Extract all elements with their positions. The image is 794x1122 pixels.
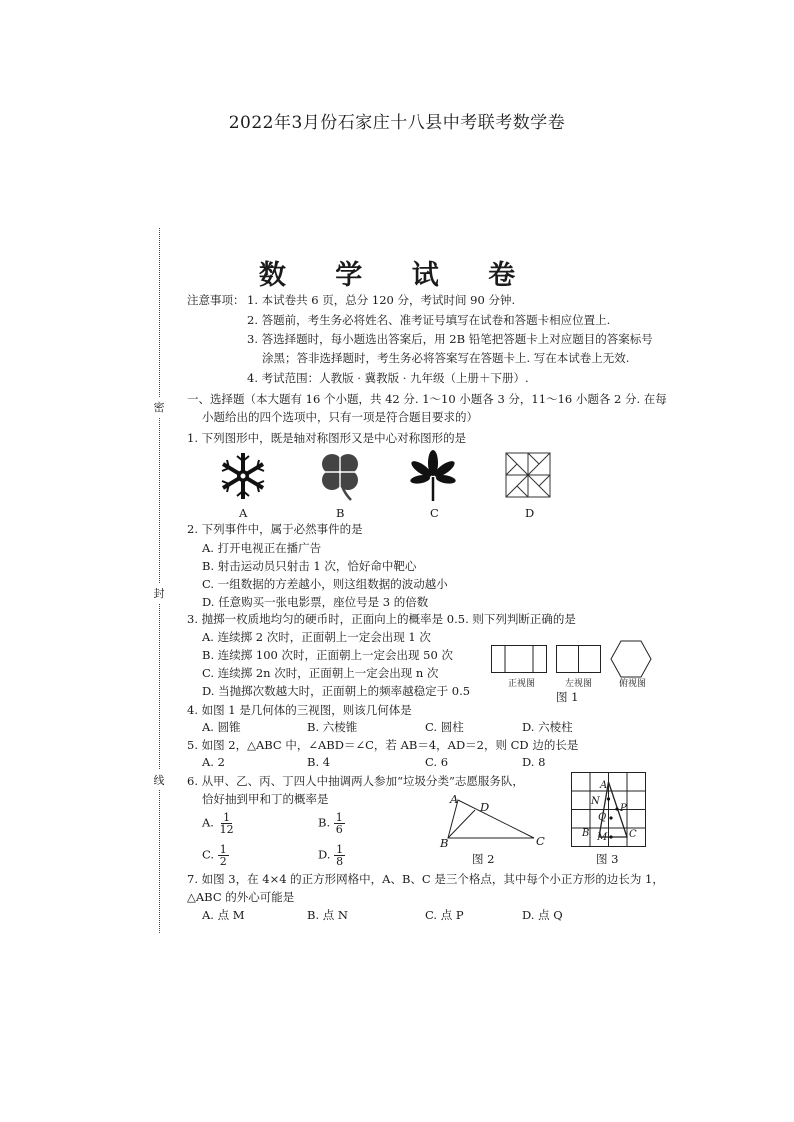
q3-option-d: D. 当抛掷次数越大时，正面朝上的频率越稳定于 0.5 — [202, 684, 471, 698]
q1-label-d: D — [525, 506, 535, 520]
q5-option-c: C. 6 — [425, 755, 449, 769]
option-letter: A. — [202, 815, 214, 830]
side-view-figure — [556, 645, 601, 673]
q7-option-d: D. 点 Q — [522, 908, 563, 922]
fraction-numerator: 1 — [336, 843, 344, 856]
q6-stem-cont: 恰好抽到甲和丁的概率是 — [202, 792, 329, 806]
top-view-hexagon — [610, 640, 652, 678]
q6-option-a — [202, 812, 236, 835]
seal-char-mi: 密 — [152, 397, 166, 417]
note-item: 2. 答题前，考生务必将姓名、准考证号填写在试卷和答题卡相应位置上. — [247, 313, 611, 327]
point-label-b: B — [440, 836, 449, 850]
q1-label-c: C — [430, 506, 439, 520]
point-label-c: C — [536, 834, 545, 848]
q5-stem: 5. 如图 2，△ABC 中，∠ABD＝∠C，若 AB＝4，AD＝2，则 CD 边的长是 — [187, 738, 579, 752]
fraction-numerator: 1 — [223, 811, 231, 824]
q4-option-d: D. 六棱柱 — [522, 720, 573, 734]
q6-option-b — [318, 812, 345, 835]
q4-option-a: A. 圆锥 — [202, 720, 241, 734]
figure-2-caption: 图 2 — [472, 852, 495, 866]
grid-point-a: A — [600, 780, 608, 791]
grid-point-p: P — [620, 803, 627, 814]
q1-label-a: A — [239, 506, 248, 520]
q5-option-b: B. 4 — [307, 755, 331, 769]
q4-option-b: B. 六棱锥 — [307, 720, 358, 734]
section-heading: 一、选择题（本大题有 16 个小题，共 42 分. 1～10 小题各 3 分，11～16 小题各 2 分. 在每 — [187, 392, 667, 406]
paper-title: 数 学 试 卷 — [258, 260, 536, 291]
q3-stem: 3. 抛掷一枚质地均匀的硬币时，正面向上的概率是 0.5. 则下列判断正确的是 — [187, 612, 576, 626]
point-label-d: D — [480, 800, 490, 814]
q4-stem: 4. 如图 1 是几何体的三视图，则该几何体是 — [187, 703, 412, 717]
grid-point-n: N — [591, 796, 600, 807]
option-letter: D. — [318, 847, 331, 862]
top-view-label: 俯视图 — [619, 679, 647, 689]
q4-option-c: C. 圆柱 — [425, 720, 464, 734]
point-label-a: A — [450, 792, 459, 806]
q3-option-a: A. 连续掷 2 次时，正面朝上一定会出现 1 次 — [202, 630, 431, 644]
snowflake-figure — [218, 451, 268, 501]
side-view-label: 左视图 — [565, 679, 593, 689]
seal-char-feng: 封 — [152, 583, 166, 603]
q1-stem: 1. 下列图形中，既是轴对称图形又是中心对称图形的是 — [187, 431, 467, 445]
q7-stem: 7. 如图 3，在 4×4 的正方形网格中，A、B、C 是三个格点，其中每个小正方形的边长为 1， — [187, 872, 664, 886]
fraction — [334, 812, 345, 835]
pinwheel-figure — [505, 452, 551, 498]
leaf-figure — [408, 449, 458, 503]
clover-figure — [315, 450, 365, 502]
q5-option-a: A. 2 — [202, 755, 225, 769]
q2-option-b: B. 射击运动员只射击 1 次，恰好命中靶心 — [202, 559, 417, 573]
q7-stem-cont: △ABC 的外心可能是 — [187, 890, 295, 904]
fraction — [218, 844, 229, 867]
q2-option-a: A. 打开电视正在播广告 — [202, 541, 322, 555]
q3-option-c: C. 连续掷 2n 次时，正面朝上一定会出现 n 次 — [202, 666, 439, 680]
q7-option-b: B. 点 N — [307, 908, 348, 922]
fraction-denominator: 12 — [219, 823, 234, 836]
grid-point-m: M — [597, 832, 608, 843]
q5-option-d: D. 8 — [522, 755, 546, 769]
triangle-figure — [448, 798, 538, 840]
grid-point-b: B — [582, 828, 590, 839]
notes-label: 注意事项： — [187, 293, 245, 307]
seal-dotted-line — [159, 228, 160, 933]
fraction-denominator: 2 — [219, 855, 227, 868]
fraction-numerator: 1 — [219, 843, 227, 856]
fraction — [218, 812, 236, 835]
q6-option-c — [202, 844, 229, 867]
fraction-numerator: 1 — [335, 811, 343, 824]
note-item: 3. 答选择题时，每小题选出答案后，用 2B 铅笔把答题卡上对应题目的答案标号 — [247, 332, 653, 346]
q1-label-b: B — [336, 506, 345, 520]
page-header-title: 2022年3月份石家庄十八县中考联考数学卷 — [228, 113, 566, 133]
fraction-denominator: 6 — [335, 823, 343, 836]
fraction-denominator: 8 — [336, 855, 344, 868]
front-view-label: 正视图 — [508, 679, 536, 689]
front-view-figure — [491, 645, 547, 673]
q2-option-c: C. 一组数据的方差越小，则这组数据的波动越小 — [202, 577, 448, 591]
note-item: 1. 本试卷共 6 页，总分 120 分，考试时间 90 分钟. — [247, 293, 516, 307]
seal-char-xian: 线 — [152, 770, 166, 790]
note-item: 4. 考试范围：人教版 · 冀教版 · 九年级（上册＋下册）. — [247, 371, 529, 385]
q2-stem: 2. 下列事件中，属于必然事件的是 — [187, 522, 363, 536]
q6-stem: 6. 从甲、乙、丙、丁四人中抽调两人参加“垃圾分类”志愿服务队， — [187, 774, 524, 788]
q6-option-d — [318, 844, 345, 867]
q2-option-d: D. 任意购买一张电影票，座位号是 3 的倍数 — [202, 595, 429, 609]
grid-point-c: C — [629, 829, 637, 840]
option-letter: C. — [202, 847, 215, 862]
fraction — [334, 844, 345, 867]
option-letter: B. — [318, 815, 331, 830]
note-item: 涂黑；答非选择题时，考生务必将答案写在答题卡上. 写在本试卷上无效. — [262, 351, 630, 365]
q7-option-a: A. 点 M — [202, 908, 245, 922]
q3-option-b: B. 连续掷 100 次时，正面朝上一定会出现 50 次 — [202, 648, 453, 662]
section-heading-cont: 小题给出的四个选项中，只有一项是符合题目要求的） — [202, 410, 478, 424]
figure-3-caption: 图 3 — [596, 852, 619, 866]
q7-option-c: C. 点 P — [425, 908, 464, 922]
grid-point-q: Q — [598, 812, 607, 823]
figure-1-caption: 图 1 — [556, 690, 579, 704]
